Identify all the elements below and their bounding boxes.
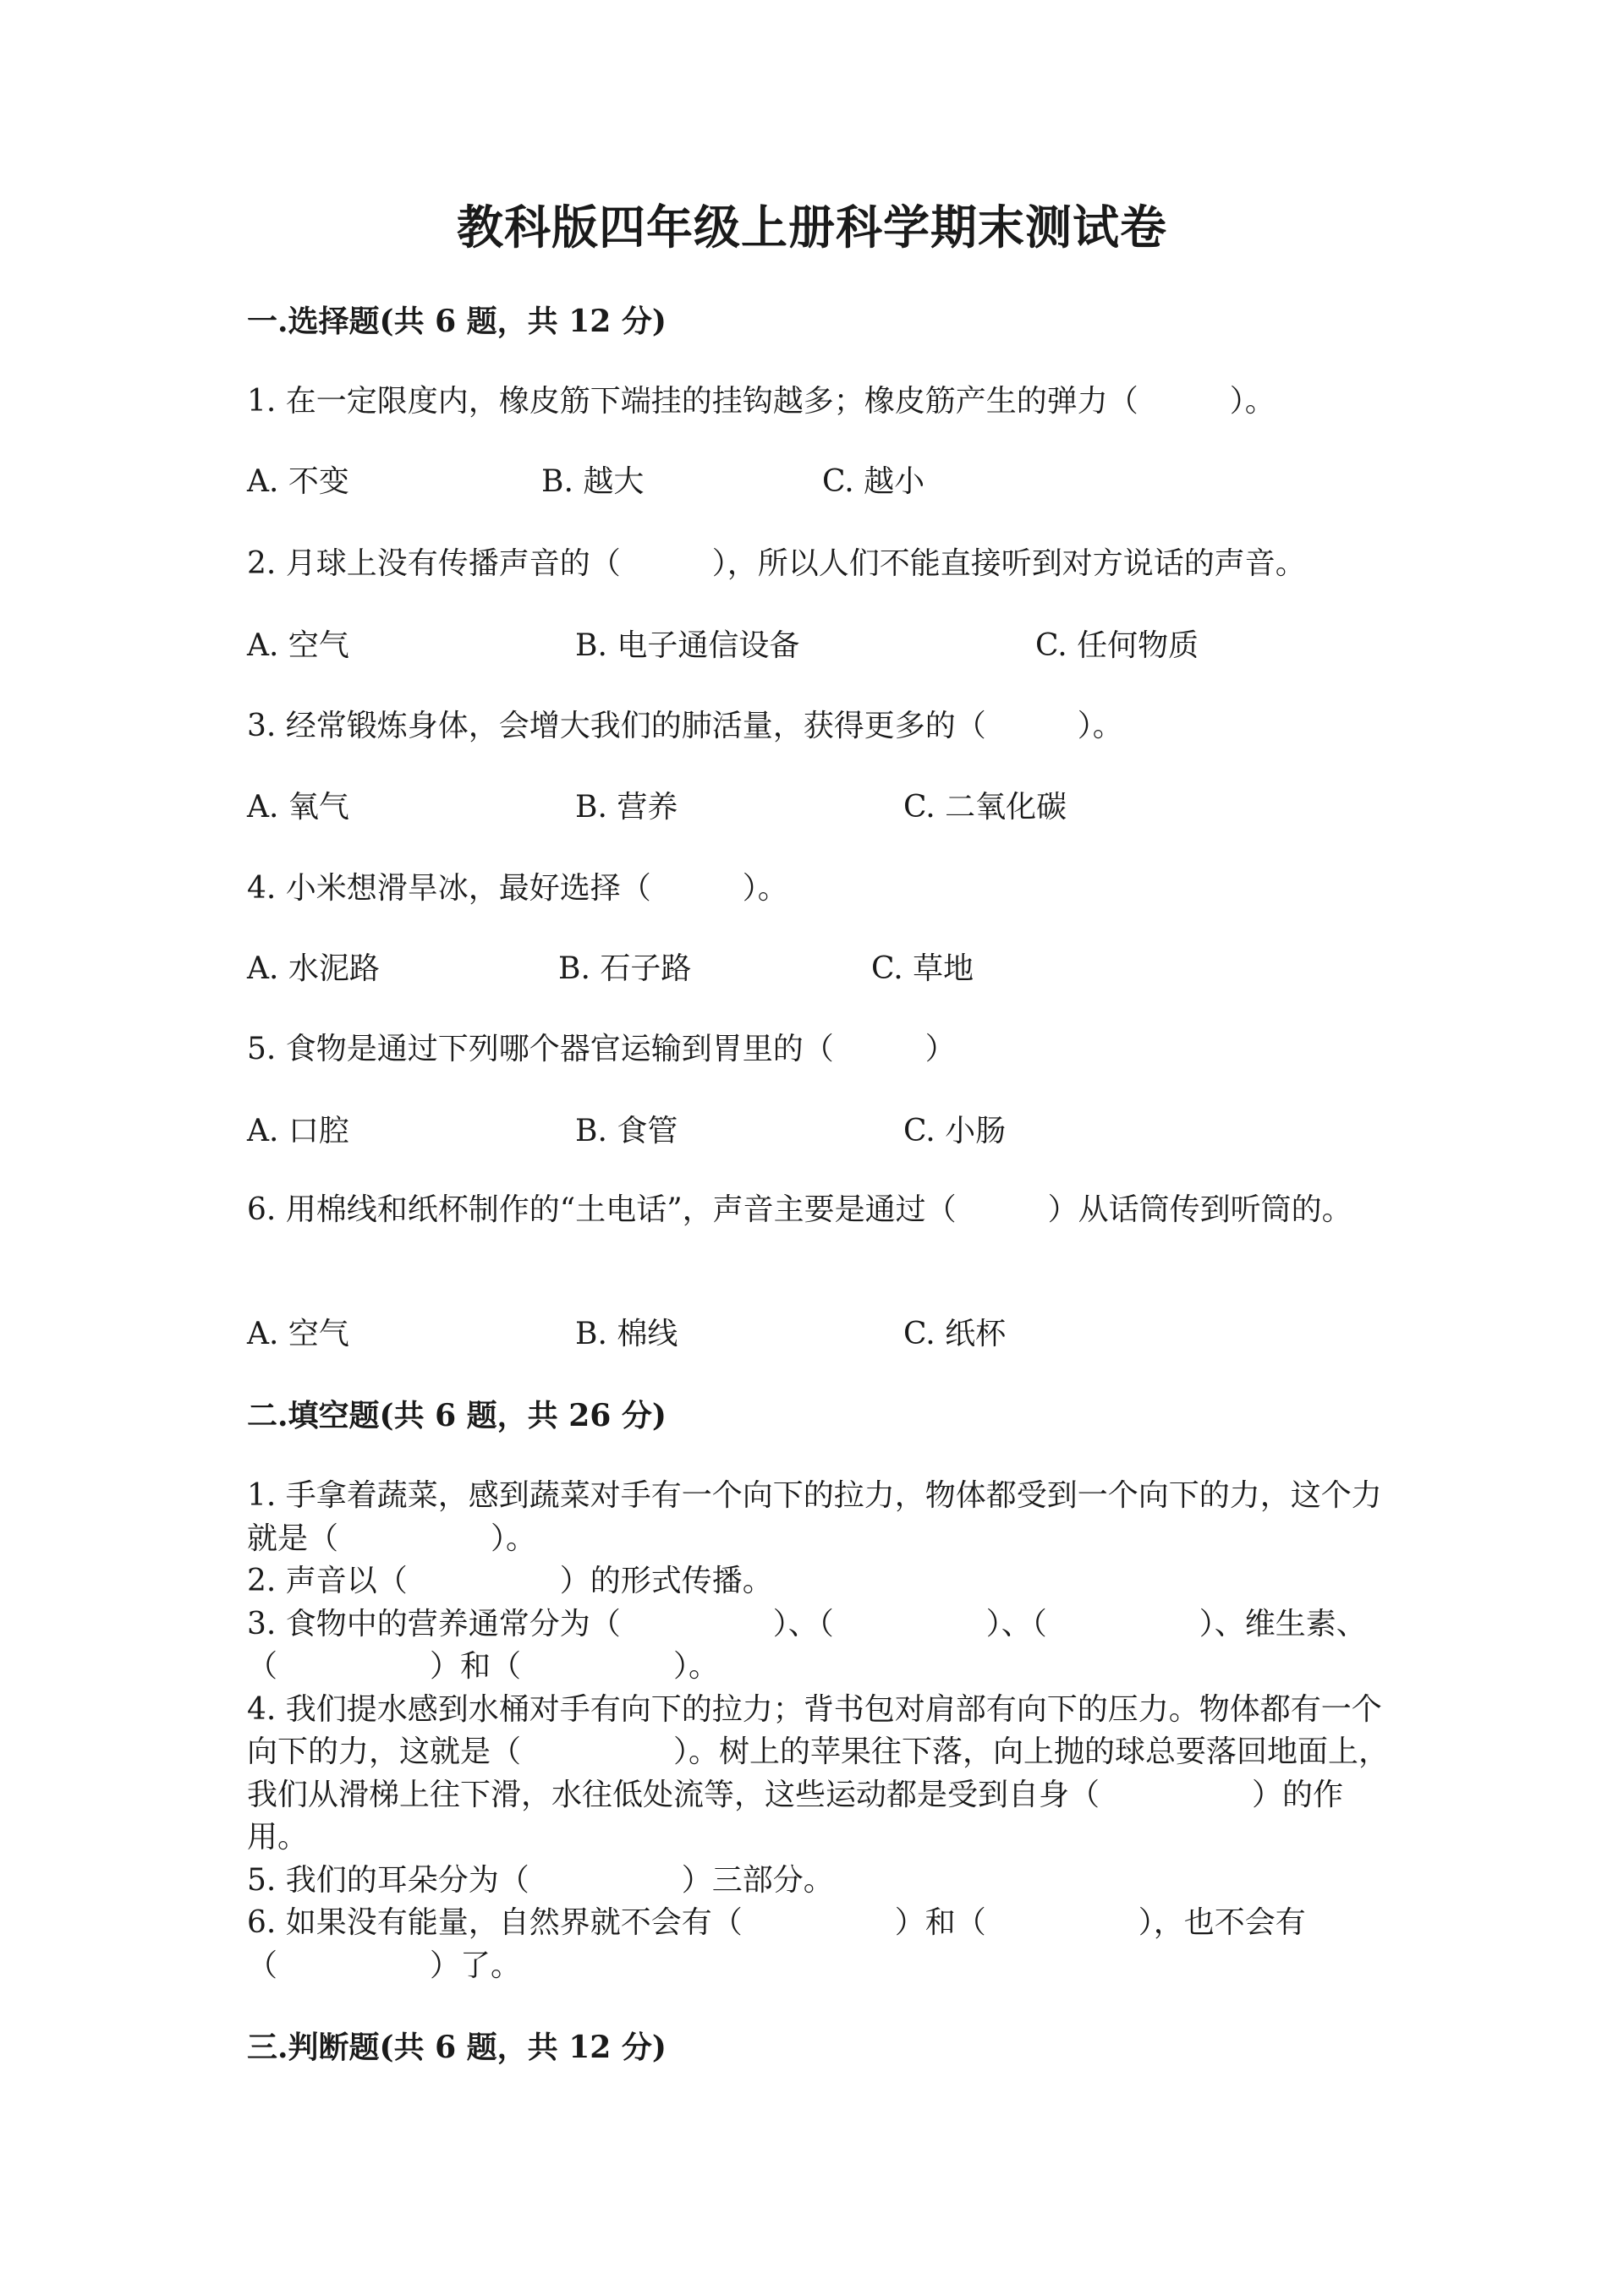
choice-option-4c: C. 草地 [871,951,974,986]
choice-option-3a: A. 氧气 [247,790,349,825]
exam-title: 教科版四年级上册科学期末测试卷 [456,200,1167,255]
choice-question-3: 3. 经常锻炼身体，会增大我们的肺活量，获得更多的（ ）。 [247,709,1123,743]
section-heading-fill: 二.填空题(共 6 题，共 26 分) [247,1398,667,1433]
section-heading-choice: 一.选择题(共 6 题，共 12 分) [247,304,667,339]
choice-question-4: 4. 小米想滑旱冰，最好选择（ ）。 [247,871,788,906]
choice-option-1a: A. 不变 [247,464,349,499]
choice-option-4b: B. 石子路 [558,951,692,986]
choice-option-6b: B. 棉线 [575,1317,678,1351]
choice-question-5: 5. 食物是通过下列哪个器官运输到胃里的（ ） [247,1032,956,1066]
choice-option-6c: C. 纸杯 [903,1317,1007,1351]
section-heading-judge: 三.判断题(共 6 题，共 12 分) [247,2030,667,2065]
fill-question-2: 2. 声音以（ ）的形式传播。 [247,1564,773,1598]
choice-option-2c: C. 任何物质 [1035,628,1199,663]
choice-option-2a: A. 空气 [247,628,349,663]
choice-question-6: 6. 用棉线和纸杯制作的“土电话”，声音主要是通过（ ）从话筒传到听筒的。 [247,1192,1352,1227]
choice-option-4a: A. 水泥路 [247,951,380,986]
choice-option-6a: A. 空气 [247,1317,349,1351]
fill-question-list [247,1475,1389,1987]
choice-option-3c: C. 二氧化碳 [903,790,1067,825]
fill-question-1: 1. 手拿着蔬菜，感到蔬菜对手有一个向下的拉力，物体都受到一个向下的力，这个力就是（ ）。 [247,1478,1382,1556]
fill-question-5: 5. 我们的耳朵分为（ ）三部分。 [247,1862,834,1898]
fill-question-6: 6. 如果没有能量，自然界就不会有（ ）和（ ），也不会有（ ）了。 [247,1905,1306,1983]
choice-question-2: 2. 月球上没有传播声音的（ ），所以人们不能直接听到对方说话的声音。 [247,546,1306,581]
choice-option-1c: C. 越小 [822,464,925,499]
choice-option-5a: A. 口腔 [247,1114,349,1148]
choice-option-5b: B. 食管 [575,1114,678,1148]
fill-question-4: 4. 我们提水感到水桶对手有向下的拉力；背书包对肩部有向下的压力。物体都有一个向下的力，这就是（ ）。树上的苹果往下落，向上抛的球总要落回地面上，我们从滑梯上往下滑，水往低处流等，这些运动都是受到自身（ ）的作用。 [247,1691,1390,1855]
choice-option-3b: B. 营养 [575,790,678,825]
fill-question-3: 3. 食物中的营养通常分为（ ）、（ ）、（ ）、维生素、（ ）和（ ）。 [247,1606,1367,1684]
choice-question-1: 1. 在一定限度内，橡皮筋下端挂的挂钩越多；橡皮筋产生的弹力（ ）。 [247,384,1276,419]
choice-option-2b: B. 电子通信设备 [575,628,800,663]
choice-option-5c: C. 小肠 [903,1114,1007,1148]
choice-option-1b: B. 越大 [541,464,645,499]
